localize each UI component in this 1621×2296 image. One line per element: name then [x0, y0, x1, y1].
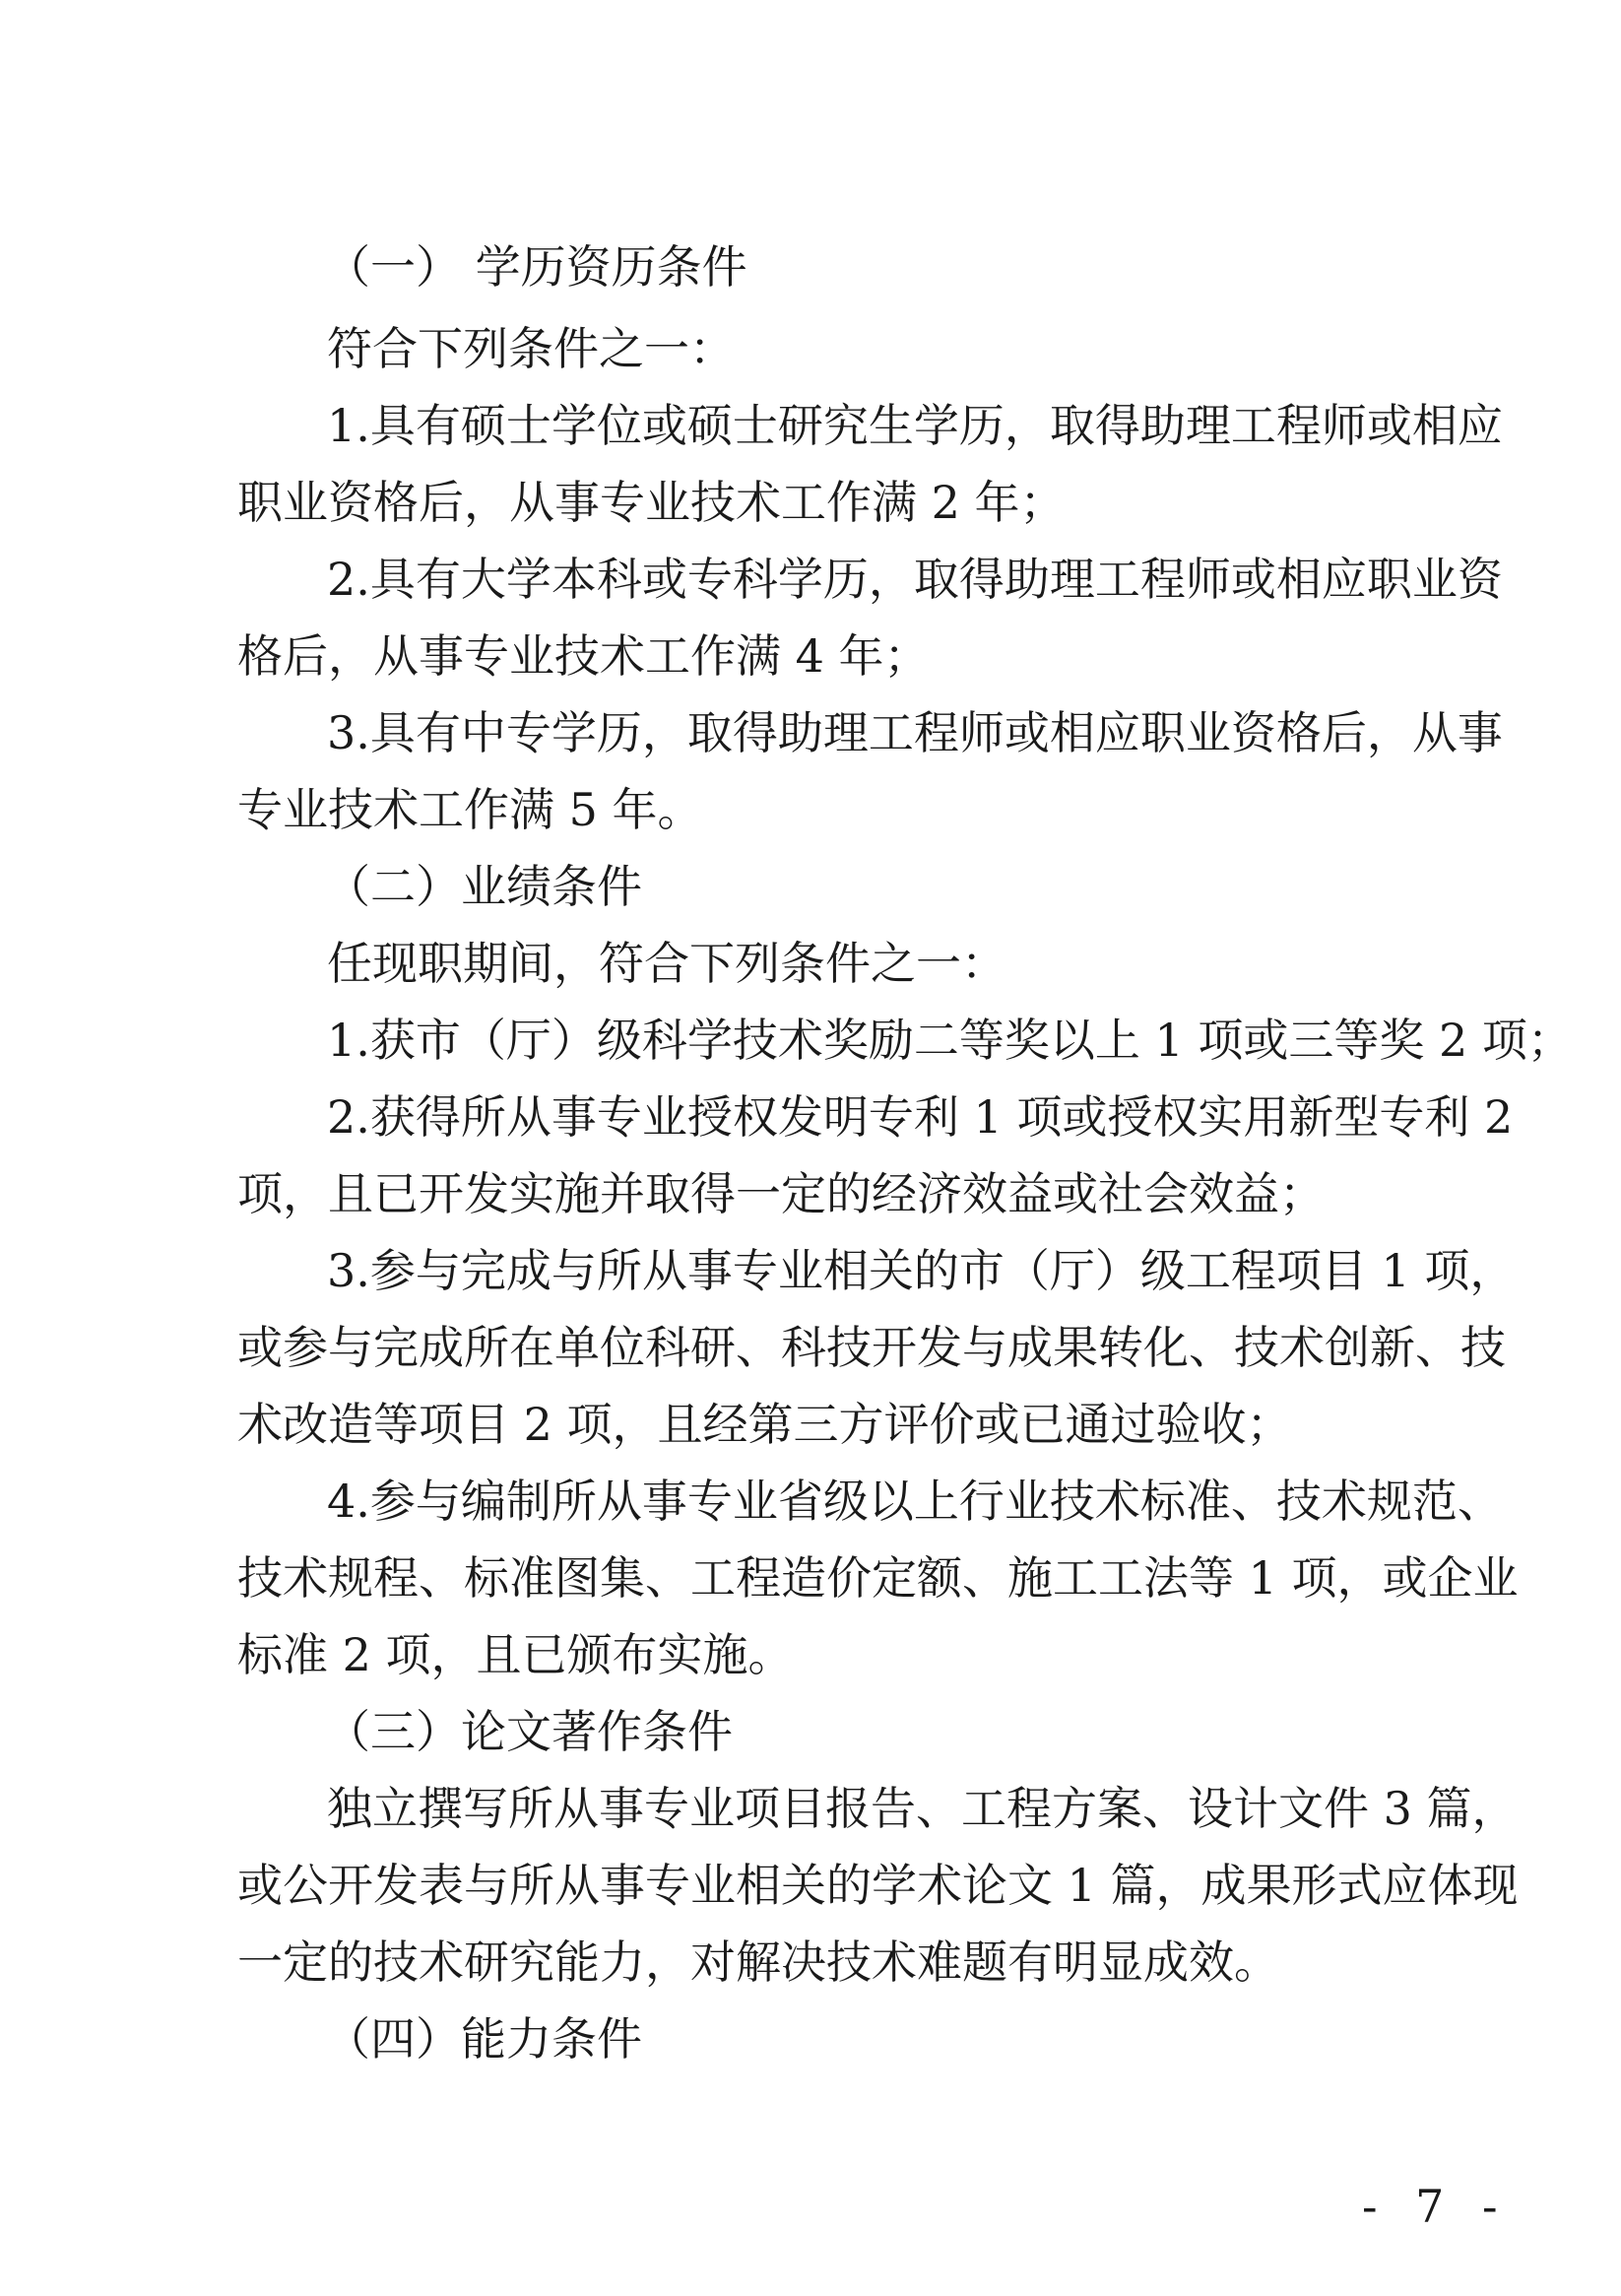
paragraph-line: 职业资格后，从事专业技术工作满 2 年； [237, 476, 1066, 529]
paragraph-line: 3.参与完成与所从事专业相关的市（厅）级工程项目 1 项， [327, 1244, 1516, 1297]
paragraph-line: 独立撰写所从事专业项目报告、工程方案、设计文件 3 篇， [327, 1782, 1518, 1835]
paragraph-line: 1.具有硕士学位或硕士研究生学历，取得助理工程师或相应 [327, 399, 1503, 452]
paragraph-line: 技术规程、标准图集、工程造价定额、施工工法等 1 项，或企业 [237, 1551, 1519, 1605]
paragraph-line: 1.获市（厅）级科学技术奖励二等奖以上 1 项或三等奖 2 项； [327, 1014, 1573, 1067]
page-number: - 7 - [1362, 2180, 1510, 2233]
heading-performance: （二）业绩条件 [325, 860, 642, 913]
paragraph-line: 2.具有大学本科或专科学历，取得助理工程师或相应职业资 [327, 553, 1503, 606]
paragraph-line: 标准 2 项，且已颁布实施。 [237, 1628, 794, 1681]
paragraph-line: 3.具有中专学历，取得助理工程师或相应职业资格后，从事 [327, 706, 1503, 759]
heading-education-qualification: （一） 学历资历条件 [325, 240, 747, 294]
paragraph-line: 任现职期间，符合下列条件之一： [327, 937, 1006, 990]
paragraph-line: 或参与完成所在单位科研、科技开发与成果转化、技术创新、技 [237, 1321, 1506, 1374]
paragraph-line: 术改造等项目 2 项，且经第三方评价或已通过验收； [237, 1398, 1292, 1451]
paragraph-line: 专业技术工作满 5 年。 [237, 783, 703, 836]
paragraph-line: 4.参与编制所从事专业省级以上行业技术标准、技术规范、 [327, 1475, 1503, 1528]
heading-papers-publications: （三）论文著作条件 [325, 1705, 733, 1758]
paragraph-line: 符合下列条件之一： [327, 322, 735, 375]
heading-ability: （四）能力条件 [325, 2012, 642, 2066]
paragraph-line: 格后，从事专业技术工作满 4 年； [237, 629, 930, 683]
paragraph-line: 或公开发表与所从事专业相关的学术论文 1 篇，成果形式应体现 [237, 1859, 1519, 1912]
paragraph-line: 2.获得所从事专业授权发明专利 1 项或授权实用新型专利 2 [327, 1090, 1514, 1144]
paragraph-line: 项，且已开发实施并取得一定的经济效益或社会效益； [237, 1167, 1325, 1220]
paragraph-line: 一定的技术研究能力，对解决技术难题有明显成效。 [237, 1935, 1279, 1989]
